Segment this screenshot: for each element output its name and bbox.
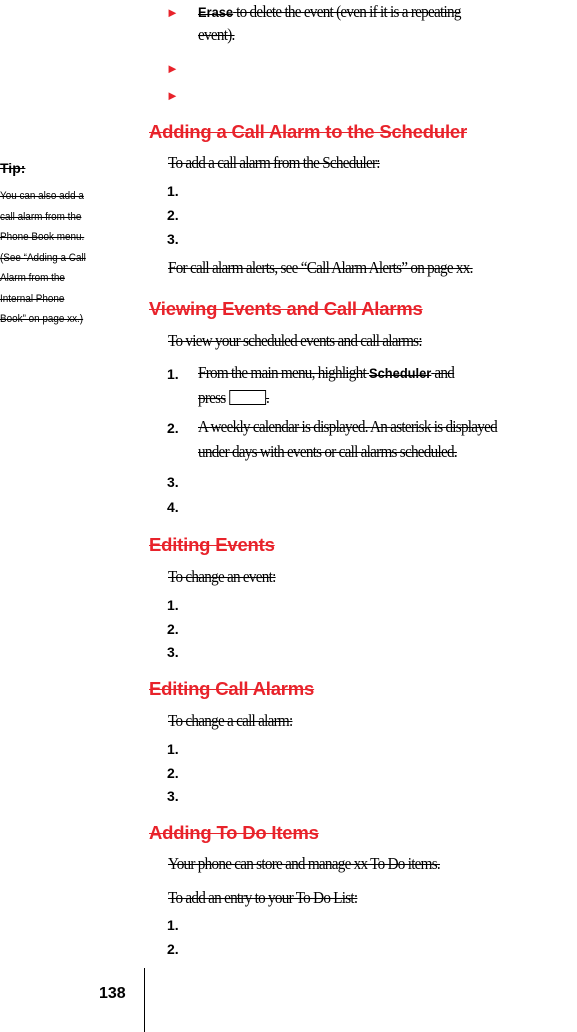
todo-step-1: 1.: [167, 917, 179, 933]
viewing-step-2-line1: A weekly calendar is displayed. An asterisk is displayed: [198, 417, 497, 436]
editing-events-step-2: 2.: [167, 621, 179, 637]
bullet-empty-2: [166, 87, 179, 105]
tip-line: Book” on page xx.): [0, 313, 84, 325]
tip-title: Tip:: [0, 160, 26, 176]
bullet-erase-marker: [166, 4, 179, 22]
tip-line: Alarm from the: [0, 272, 65, 284]
viewing-step-1-num: 1.: [167, 366, 179, 382]
tip-line: (See “Adding a Call: [0, 251, 86, 264]
heading-call-alarm: Adding a Call Alarm to the Scheduler: [149, 121, 467, 142]
editing-events-intro: To change an event:: [168, 567, 276, 586]
todo-intro-2: To add an entry to your To Do List:: [168, 888, 358, 907]
viewing-step-3-num: 3.: [167, 474, 179, 490]
viewing-step-4-num: 4.: [167, 499, 179, 515]
step1-press: press: [198, 388, 226, 407]
editing-alarms-step-1: 1.: [167, 741, 179, 757]
menu-key-icon: [229, 390, 266, 405]
call-alarm-intro: To add a call alarm from the Scheduler:: [168, 153, 380, 172]
viewing-step-1-line1: [198, 363, 454, 383]
editing-events-step-3: 3.: [167, 644, 179, 660]
erase-term: Erase: [198, 4, 234, 20]
heading-editing-events: Editing Events: [149, 534, 275, 555]
call-alarm-step-3: 3.: [167, 231, 179, 247]
editing-events-step-1: 1.: [167, 597, 179, 613]
viewing-step-2-num: 2.: [167, 420, 179, 436]
bullet-glyph: ►: [166, 61, 179, 76]
bullet-erase-line2: event).: [198, 25, 235, 44]
bullet-glyph: ►: [166, 88, 179, 103]
scheduler-term: Scheduler: [369, 365, 432, 381]
heading-editing-alarms: Editing Call Alarms: [149, 678, 315, 699]
call-alarm-step-1: 1.: [167, 183, 179, 199]
bullet-empty-1: [166, 60, 179, 78]
editing-alarms-step-3: 3.: [167, 788, 179, 804]
viewing-intro: To view your scheduled events and call alarms:: [168, 331, 422, 350]
erase-text: to delete the event (even if it is a repeating: [236, 2, 461, 21]
heading-todo: Adding To Do Items: [149, 822, 319, 843]
todo-intro-1: Your phone can store and manage xx To Do items.: [168, 854, 440, 873]
todo-step-2: 2.: [167, 941, 179, 957]
tip-line: call alarm from the: [0, 210, 82, 223]
tip-line: Phone Book menu.: [0, 231, 85, 243]
page-number: 138: [99, 985, 126, 1002]
call-alarm-note: For call alarm alerts, see “Call Alarm Alerts” on page xx.: [168, 258, 473, 277]
footer-divider: [144, 968, 145, 1032]
bullet-erase-line1: [198, 2, 461, 22]
step1-and: and: [434, 363, 455, 382]
step1-text: From the main menu, highlight: [198, 363, 366, 382]
bullet-glyph: ►: [166, 5, 179, 20]
viewing-step-1-line2: [198, 388, 269, 408]
step1-end: .: [266, 388, 270, 407]
editing-alarms-intro: To change a call alarm:: [168, 711, 293, 730]
heading-viewing: Viewing Events and Call Alarms: [149, 298, 423, 319]
call-alarm-step-2: 2.: [167, 207, 179, 223]
tip-body: [0, 186, 95, 330]
editing-alarms-step-2: 2.: [167, 765, 179, 781]
tip-line: You can also add a: [0, 190, 84, 202]
tip-line: Internal Phone: [0, 292, 65, 305]
viewing-step-2-line2: under days with events or call alarms scheduled.: [198, 442, 457, 461]
